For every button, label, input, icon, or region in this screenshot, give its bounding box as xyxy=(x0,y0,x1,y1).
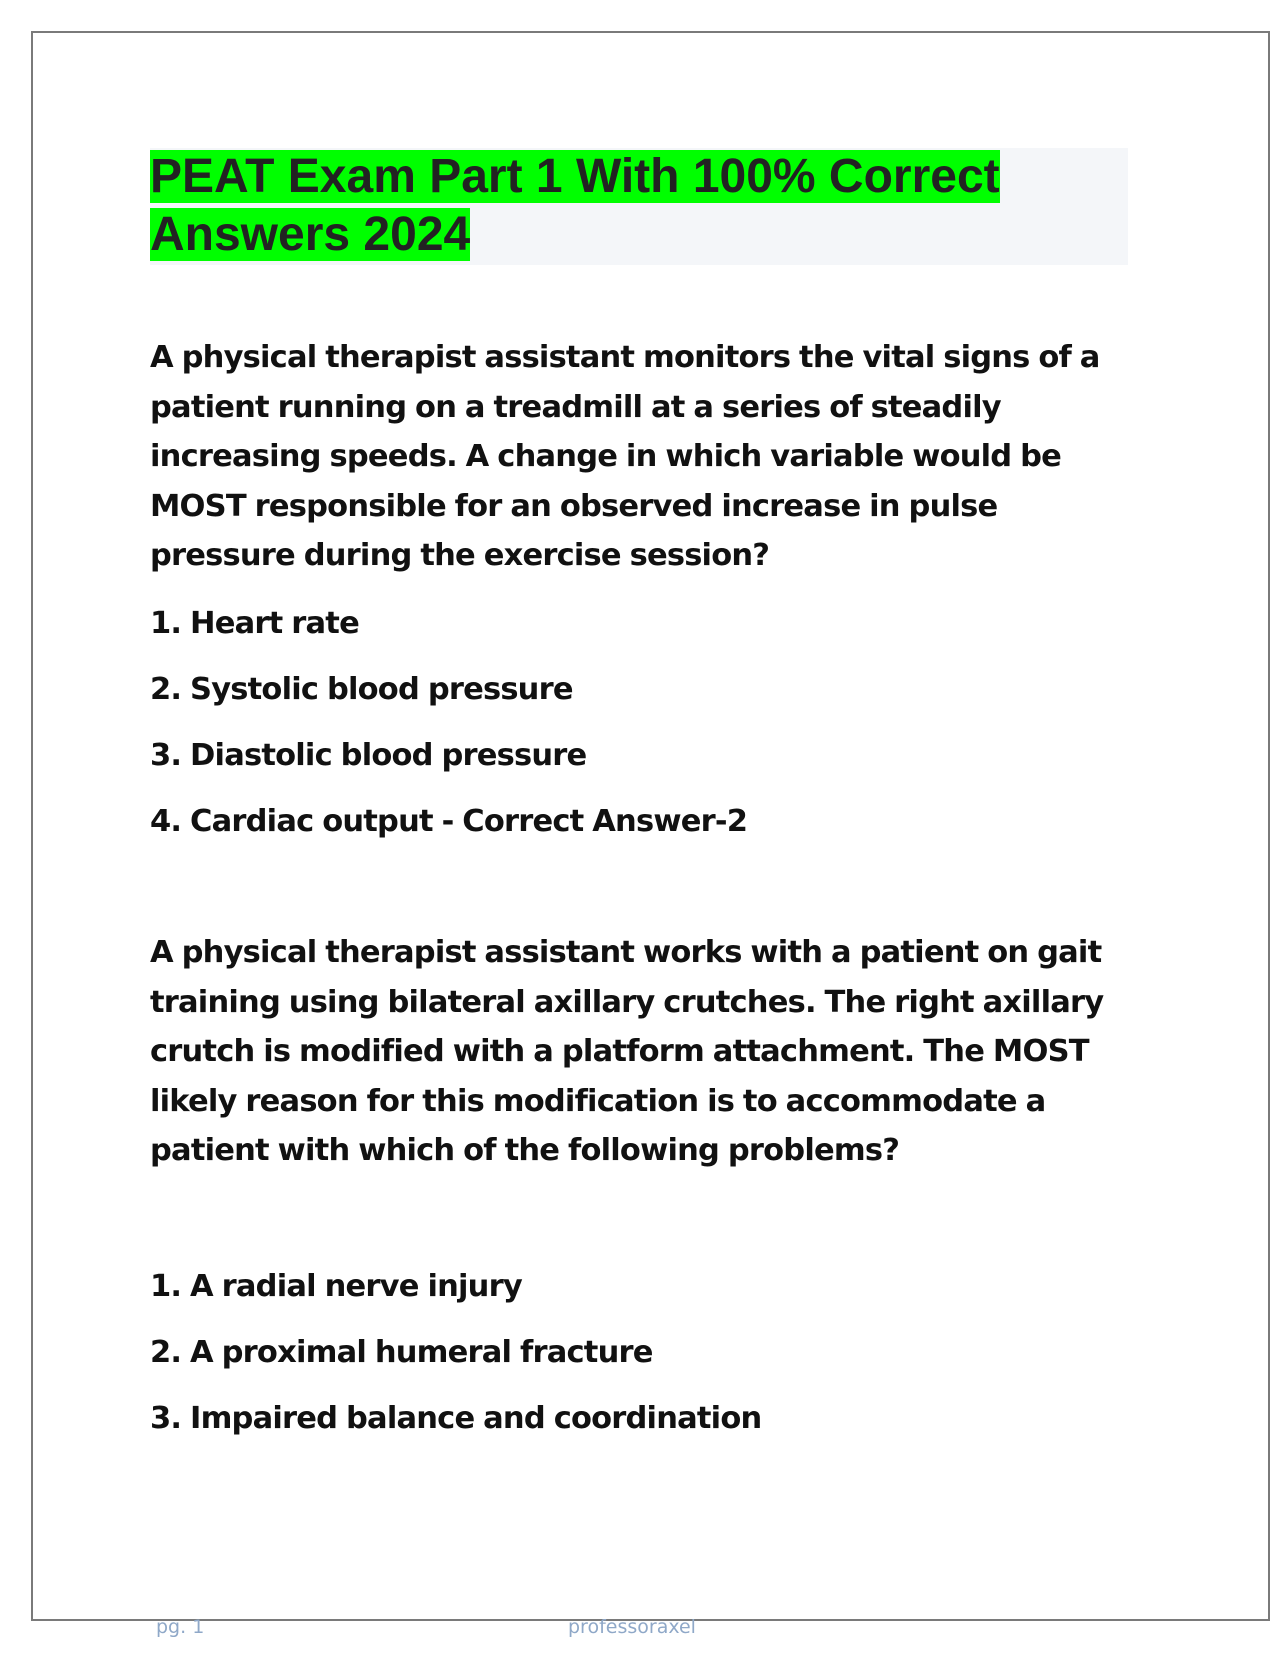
question-1-option-4: 4. Cardiac output - Correct Answer-2 xyxy=(150,804,748,839)
question-1-option-2: 2. Systolic blood pressure xyxy=(150,672,573,707)
footer-author: professoraxel xyxy=(568,1616,696,1638)
question-2-option-1: 1. A radial nerve injury xyxy=(150,1269,522,1304)
title-highlight: PEAT Exam Part 1 With 100% Correct Answers 2024 xyxy=(150,150,1000,261)
footer-page-number: pg. 1 xyxy=(156,1616,205,1638)
question-1-text: A physical therapist assistant monitors the vital signs of a patient running on a treadmill at a series of steadily increasing speeds. A change in which variable would be MOST responsible for an observed increase in pulse pressure during the exercise session? xyxy=(150,340,1100,573)
question-2-option-3: 3. Impaired balance and coordination xyxy=(150,1401,762,1436)
page-title xyxy=(150,148,1050,264)
question-2-option-2: 2. A proximal humeral fracture xyxy=(150,1335,653,1370)
question-1-option-3: 3. Diastolic blood pressure xyxy=(150,738,587,773)
question-2-text: A physical therapist assistant works with a patient on gait training using bilateral axillary crutches. The right axillary crutch is modified with a platform attachment. The MOST likely reason for this modification is to accommodate a patient with which of the following problems? xyxy=(150,935,1104,1168)
question-1-option-1: 1. Heart rate xyxy=(150,606,359,641)
